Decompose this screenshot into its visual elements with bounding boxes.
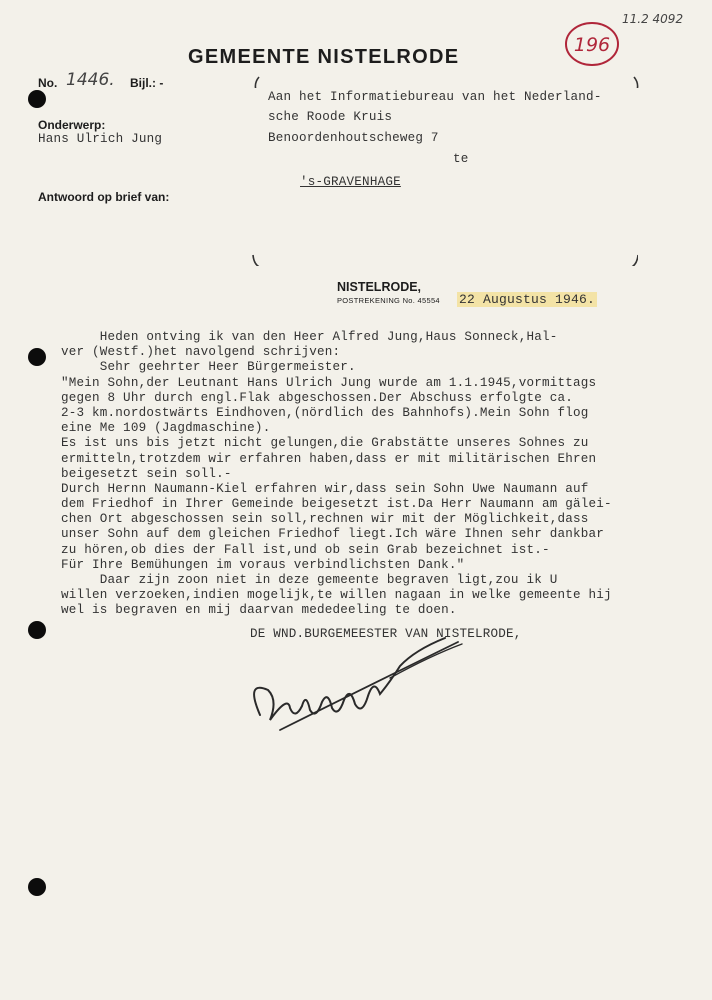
attachment-label: Bijl.: - (130, 76, 164, 90)
body-line: 2-3 km.nordostwärts Eindhoven,(nördlich des Bahnhofs).Mein Sohn flog (61, 405, 589, 420)
body-line: Sehr geehrter Heer Bürgermeister. (61, 360, 356, 375)
body-line: Daar zijn zoon niet in deze gemeente begraven ligt,zou ik U (61, 573, 558, 587)
handwritten-signature (240, 620, 470, 740)
address-line-2: sche Roode Kruis (268, 110, 393, 124)
postrekening: POSTREKENING No. 45554 (337, 296, 440, 305)
body-line: ermitteln,trotzdem wir erfahren haben,dass er mit militärischen Ehren (61, 451, 597, 466)
date-value (425, 277, 597, 322)
address-bracket-top-left (251, 76, 261, 88)
body-line: willen verzoeken,indien mogelijk,te willen nagaan in welke gemeente hij (61, 588, 612, 603)
address-line-1: Aan het Informatiebureau van het Nederland- (268, 90, 602, 104)
signature-title: DE WND.BURGEMEESTER VAN NISTELRODE, (250, 627, 522, 641)
body-line: Für Ihre Bemühungen im voraus verbindlichsten Dank." (61, 557, 465, 572)
body-line: zu hören,ob dies der Fall ist,und ob sein Grab bezeichnet ist.- (61, 542, 550, 557)
body-line: "Mein Sohn,der Leutnant Hans Ulrich Jung wurde am 1.1.1945,vormittags (61, 375, 597, 390)
address-bracket-bottom-right (628, 254, 638, 266)
circled-number-stamp (562, 18, 622, 70)
punch-hole (28, 90, 46, 108)
body-line: unser Sohn auf dem gleichen Friedhof liegt.Ich wäre Ihnen sehr dankbar (61, 527, 605, 542)
address-bracket-bottom-left (251, 254, 261, 266)
reply-label: Antwoord op brief van: (38, 190, 170, 204)
address-line-3: Benoordenhoutscheweg 7 (268, 131, 439, 145)
body-line: Heden ontving ik van den Heer Alfred Jung,Haus Sonneck,Hal- (61, 330, 558, 344)
body-line: Es ist uns bis jetzt nicht gelungen,die Grabstätte unseres Sohnes zu (61, 436, 589, 451)
corner-reference: 11.2 4092 (622, 12, 684, 26)
body-line: eine Me 109 (Jagdmaschine). (61, 421, 271, 436)
punch-hole (28, 348, 46, 366)
body-line: chen Ort abgeschossen sein soll,rechnen wir mit der Möglichkeit,dass (61, 512, 589, 527)
number-value: 1446. (66, 70, 115, 90)
punch-hole (28, 878, 46, 896)
date-place: NISTELRODE, (337, 280, 422, 294)
punch-hole (28, 621, 46, 639)
stamp-number: 196 (573, 34, 611, 56)
address-te: te (453, 152, 469, 166)
subject-label: Onderwerp: (38, 118, 106, 132)
municipality-heading: GEMEENTE NISTELRODE (188, 46, 460, 68)
address-bracket-top-right (632, 76, 642, 88)
subject-value: Hans Ulrich Jung (38, 132, 163, 146)
date-highlight: 22 Augustus 1946. (459, 292, 596, 307)
letter-body (61, 330, 701, 619)
body-line: wel is begraven en mij daarvan mededeeling te doen. (61, 603, 457, 618)
address-city: 's-GRAVENHAGE (300, 175, 401, 189)
body-line: ver (Westf.)het navolgend schrijven: (61, 345, 341, 360)
number-label: No. (38, 76, 58, 90)
body-line: gegen 8 Uhr durch engl.Flak abgeschossen.Der Abschuss erfolgte ca. (61, 390, 573, 405)
body-line: dem Friedhof in Ihrer Gemeinde beigesetzt ist.Da Herr Naumann am gälei- (61, 497, 612, 512)
body-line: beigesetzt sein soll.- (61, 466, 232, 481)
body-line: Durch Hernn Naumann-Kiel erfahren wir,dass sein Sohn Uwe Naumann auf (61, 481, 589, 496)
